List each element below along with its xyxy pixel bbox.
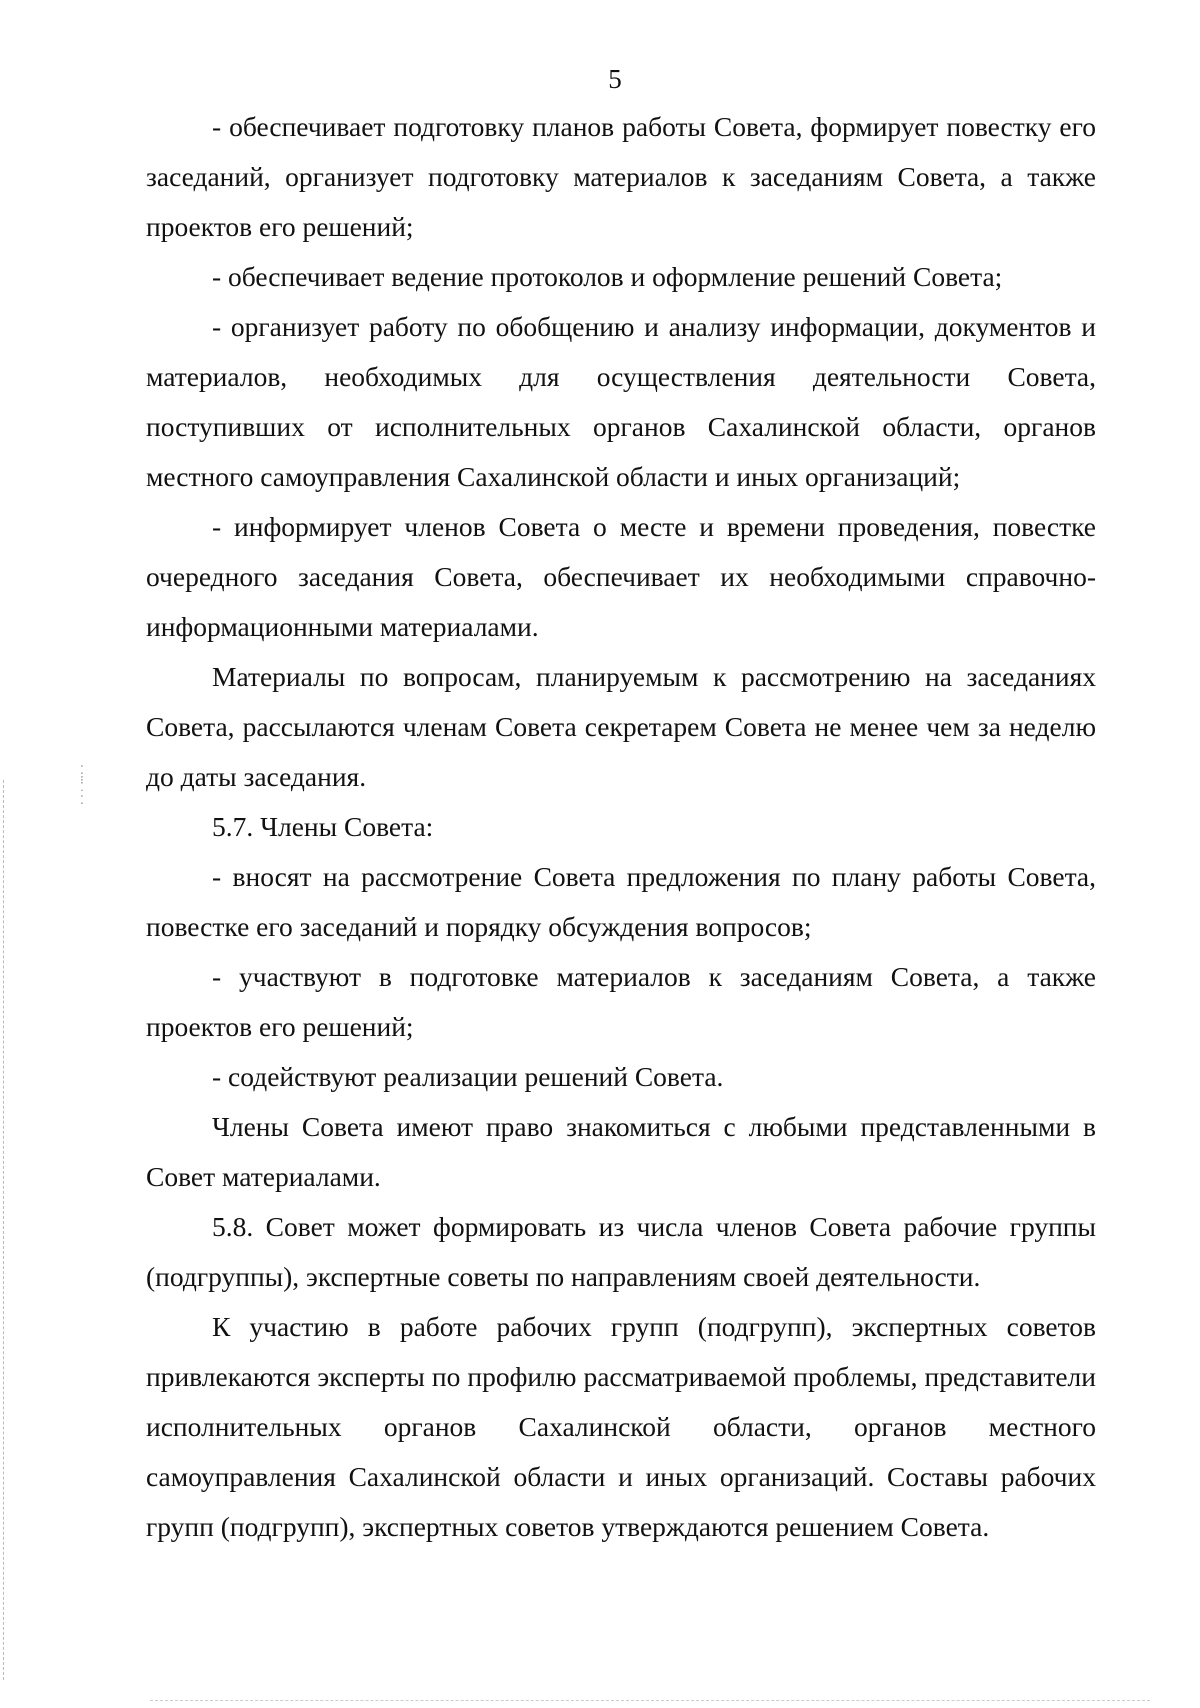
paragraph-secretary-plans: - обеспечивает подготовку планов работы Совета, формирует повестку его заседаний, организует подготовку материалов к заседаниям Совета, а также проектов его решений;: [146, 111, 1096, 242]
section-5-8-working-groups: 5.8. Совет может формировать из числа членов Совета рабочие группы (подгруппы), экспертные советы по направлениям своей деятельности.: [146, 1211, 1096, 1292]
paragraph-members-preparation: - участвуют в подготовке материалов к заседаниям Совета, а также проектов его решений;: [146, 961, 1096, 1042]
paragraph-secretary-analysis: - организует работу по обобщению и анализу информации, документов и материалов, необходимых для осуществления деятельности Совета, поступивших от исполнительных органов Сахалинской области, органов местного самоуправления Сахалинской области и иных организаций;: [146, 311, 1096, 492]
page-number: 5: [608, 64, 622, 94]
section-heading-5-7: 5.7. Члены Совета:: [212, 811, 434, 842]
scan-artifact: ⁚ ⁝ · ⁚: [80, 763, 84, 807]
document-body: [146, 102, 1096, 1552]
paragraph-materials-distribution: Материалы по вопросам, планируемым к рассмотрению на заседаниях Совета, рассылаются членам Совета секретарем Совета не менее чем за неделю до даты заседания.: [146, 661, 1096, 792]
paragraph-members-proposals: - вносят на рассмотрение Совета предложения по плану работы Совета, повестке его заседаний и порядку обсуждения вопросов;: [146, 861, 1096, 942]
paragraph-working-groups-experts: К участию в работе рабочих групп (подгрупп), экспертных советов привлекаются эксперты по профилю рассматриваемой проблемы, представители исполнительных органов Сахалинской области, органов местного самоуправления Сахалинской области и иных организаций. Составы рабочих групп (подгрупп), экспертных советов утверждаются решением Совета.: [146, 1311, 1096, 1542]
paragraph-members-assist: - содействуют реализации решений Совета.: [212, 1061, 724, 1092]
paragraph-secretary-protocols: - обеспечивает ведение протоколов и оформление решений Совета;: [212, 261, 1003, 292]
scan-edge-line: [3, 780, 5, 1680]
paragraph-secretary-inform: - информирует членов Совета о месте и времени проведения, повестке очередного заседания Совета, обеспечивает их необходимыми справочно-информационными материалами.: [146, 511, 1096, 642]
paragraph-members-rights: Члены Совета имеют право знакомиться с любыми представленными в Совет материалами.: [146, 1111, 1096, 1192]
scan-bottom-line: [150, 1700, 1150, 1702]
